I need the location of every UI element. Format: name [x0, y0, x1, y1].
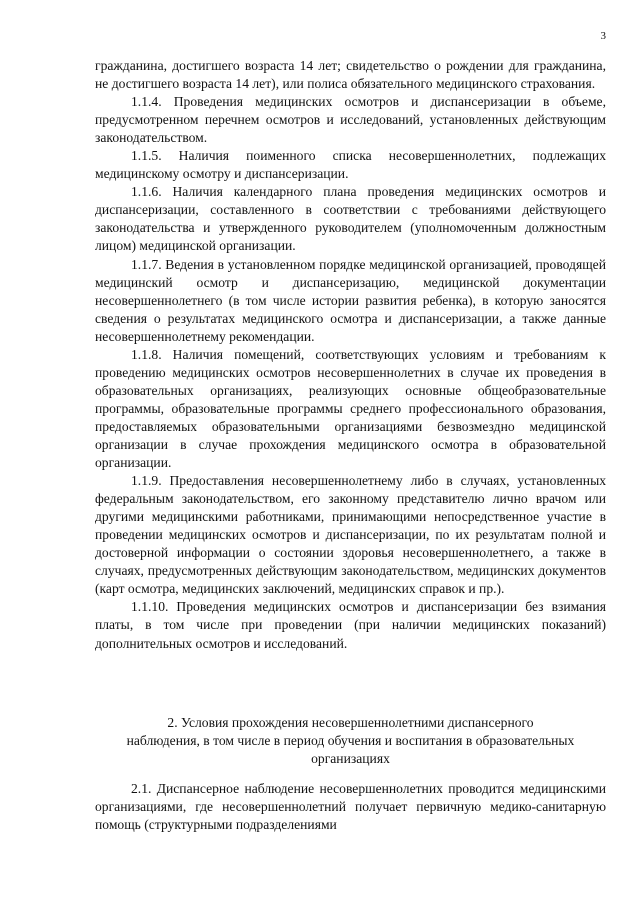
section-body — [95, 780, 606, 834]
section-heading-line: организациях — [311, 751, 390, 767]
section-heading-line: 2. Условия прохождения несовершеннолетними диспансерного — [167, 715, 534, 730]
paragraph-1-1-4: 1.1.4. Проведения медицинских осмотров и диспансеризации в объеме, предусмотренном перечнем осмотров и исследований, установленных действующим законодательством. — [95, 94, 606, 146]
paragraph-1-1-7: 1.1.7. Ведения в установленном порядке медицинской организацией, проводящей медицинский осмотр и диспансеризацию, медицинской документации несовершеннолетнего (в том числе истории развития ребенка), в которую заносятся сведения о результатах медицинского осмотра и диспансеризации, а также данные несовершеннолетнему рекомендации. — [95, 256, 606, 344]
section-heading-line: наблюдения, в том числе в период обучения и воспитания в образовательных — [126, 733, 575, 749]
paragraph-1-1-5: 1.1.5. Наличия поименного списка несовершеннолетних, подлежащих медицинскому осмотру и диспансеризации. — [95, 148, 606, 182]
document-body — [95, 57, 606, 653]
paragraph-1-1-8: 1.1.8. Наличия помещений, соответствующих условиям и требованиям к проведению медицинских осмотров несовершеннолетних в случае их проведения в образовательных организациях, реализующих основные общеобразовательные программы, образовательные программы среднего профессионального образования, предоставляемых образовательными организациями безвозмездно медицинской организации в случае прохождения медицинского осмотра в образовательной организации. — [95, 346, 606, 471]
paragraph-1-1-9: 1.1.9. Предоставления несовершеннолетнему либо в случаях, установленных федеральным законодательством, его законному представителю лично врачом или другими медицинскими работниками, принимающими непосредственное участие в проведении медицинских осмотров и диспансеризации, по их результатам полной и достоверной информации о состоянии здоровья несовершеннолетнего, а также в случаях, предусмотренных действующим законодательством, медицинских документов (карт осмотра, медицинских заключений, медицинских справок и пр.). — [95, 473, 606, 597]
paragraph-1-1-6: 1.1.6. Наличия календарного плана проведения медицинских осмотров и диспансеризации, составленного в соответствии с требованиями действующего законодательства и утвержденного руководителем (уполномоченным должностным лицом) медицинской организации. — [95, 184, 606, 254]
paragraph-1-1-10: 1.1.10. Проведения медицинских осмотров и диспансеризации без взимания платы, в том числе при проведении (при наличии медицинских показаний) дополнительных осмотров и исследований. — [95, 599, 606, 651]
section-heading — [95, 714, 606, 768]
paragraph-continuation: гражданина, достигшего возраста 14 лет; свидетельство о рождении для гражданина, не достигшего возраста 14 лет), или полиса обязательного медицинского страхования. — [95, 58, 606, 92]
paragraph-2-1: 2.1. Диспансерное наблюдение несовершеннолетних проводится медицинскими организациями, где несовершеннолетний получает первичную медико-санитарную помощь (структурными подразделениями — [95, 781, 606, 833]
page-number: 3 — [600, 30, 606, 42]
